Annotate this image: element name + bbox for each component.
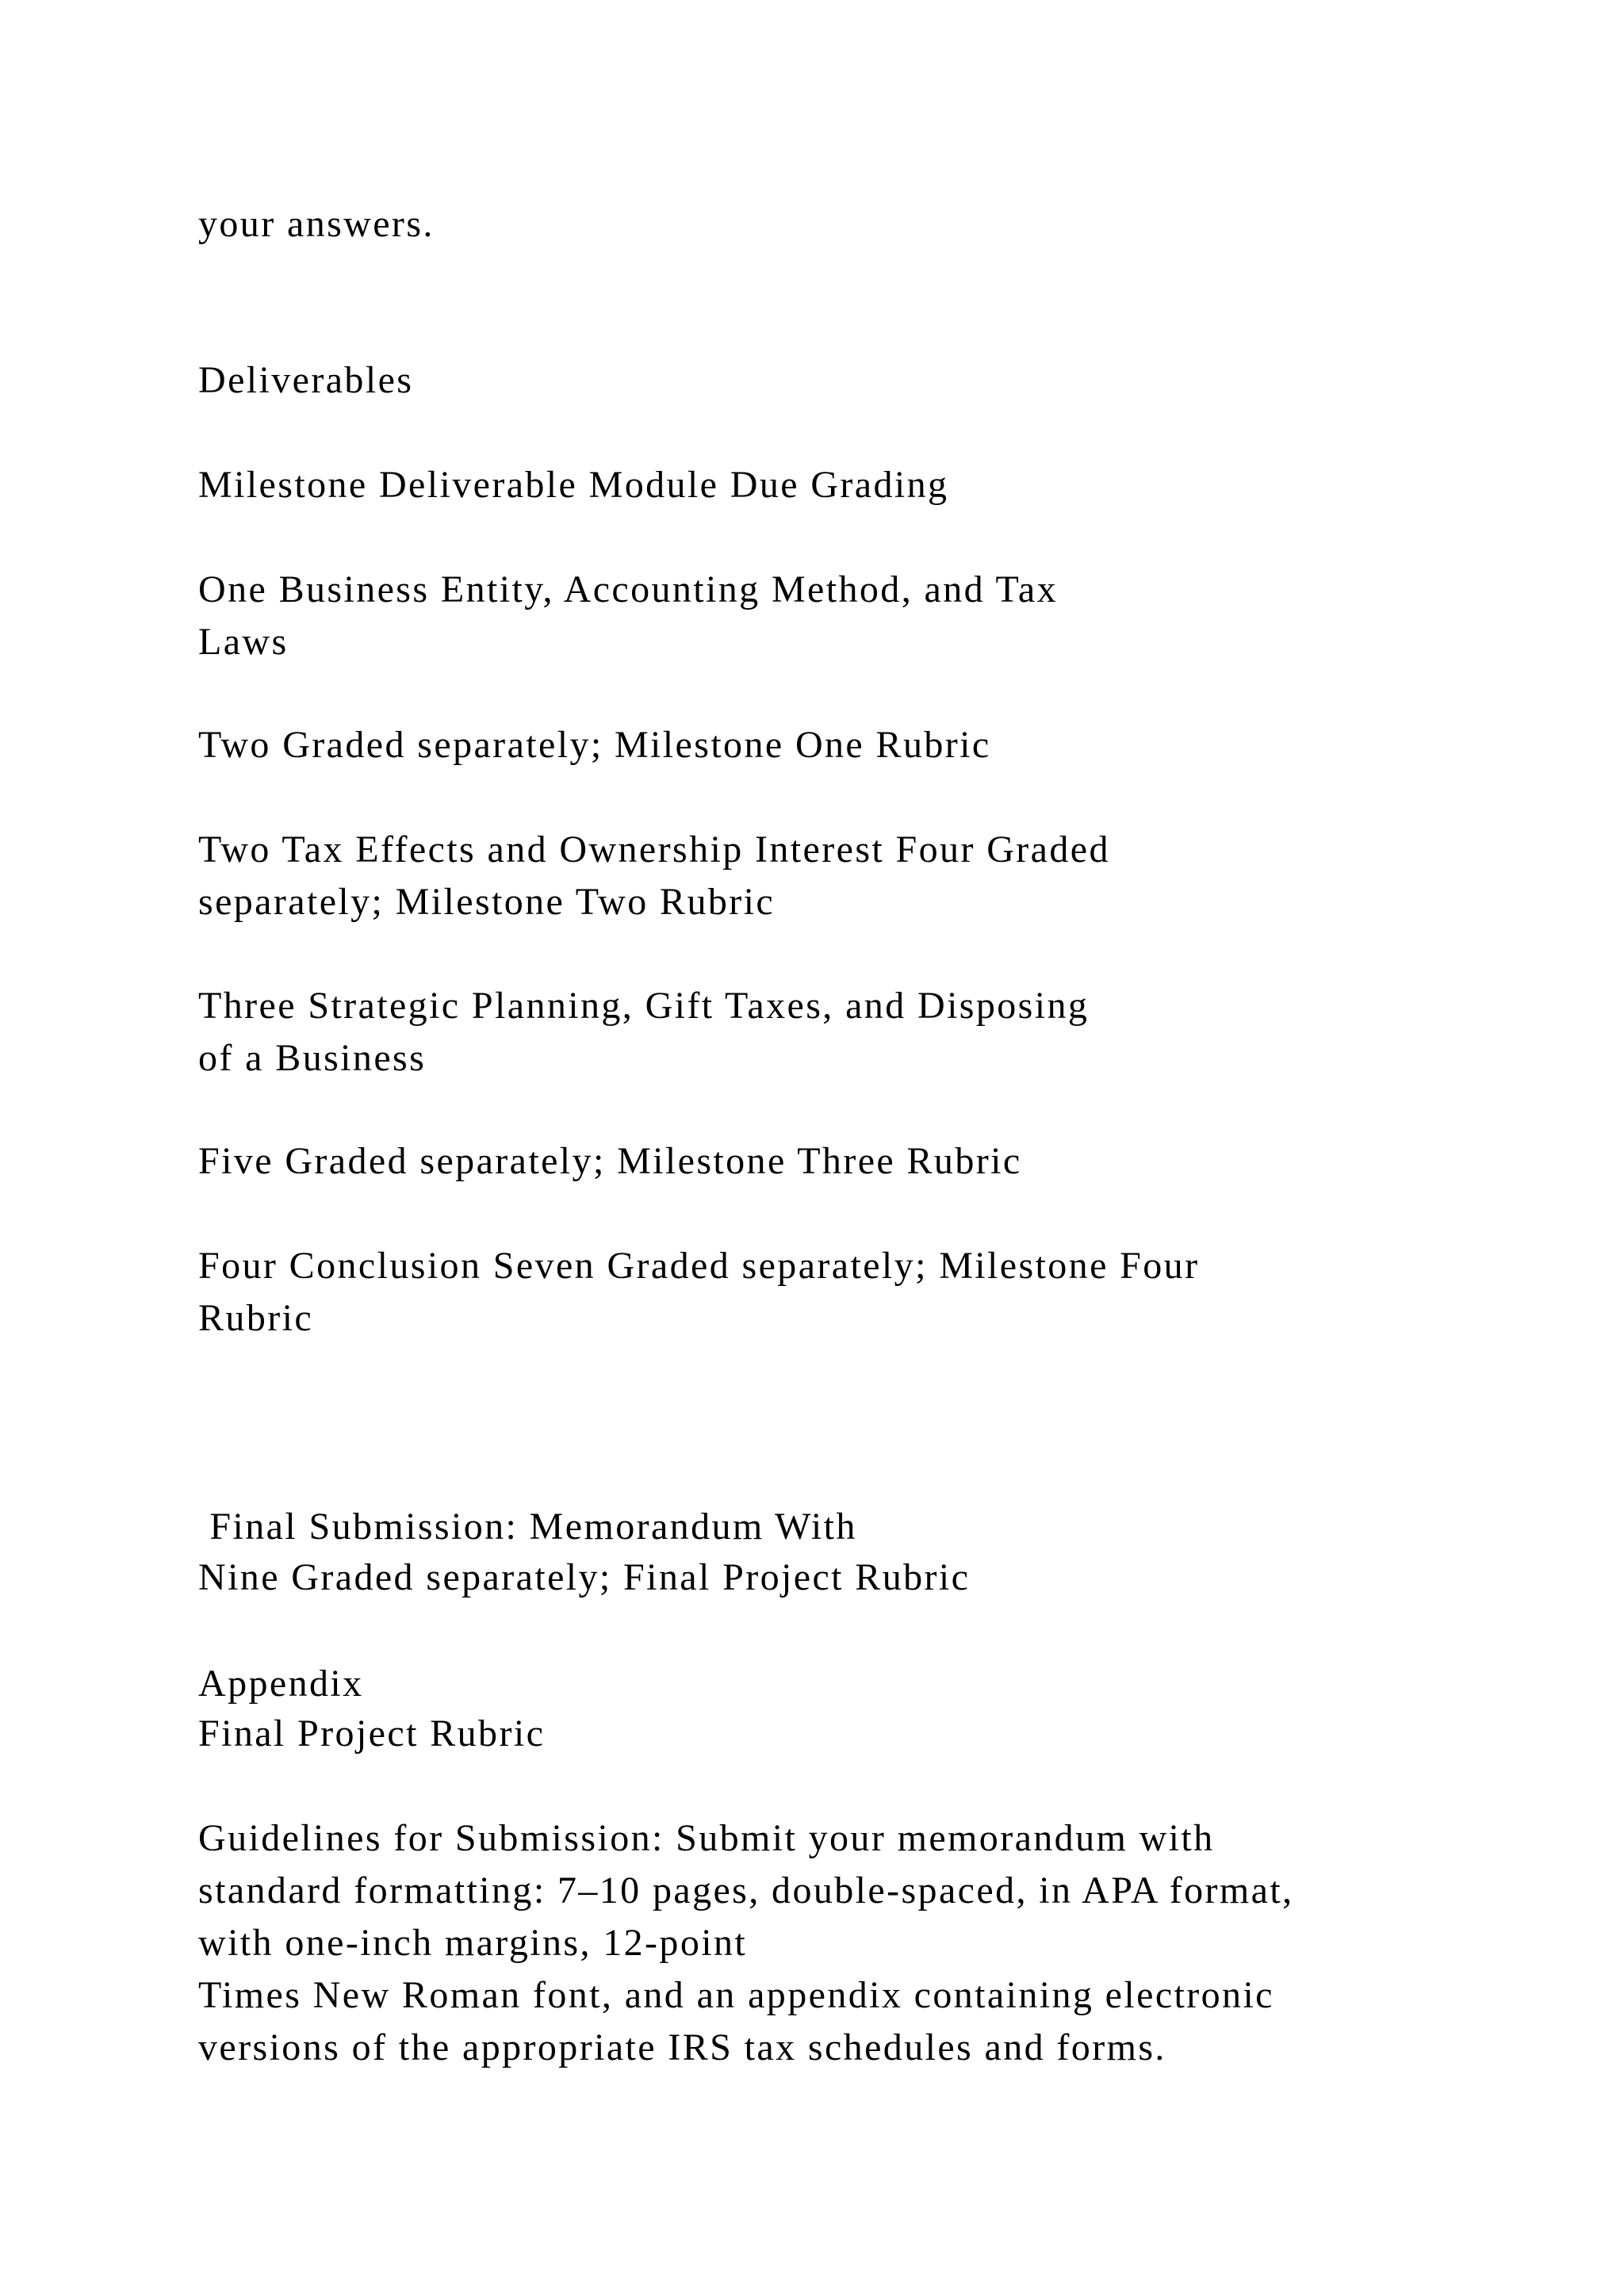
paragraph-your-answers <box>198 198 435 251</box>
table-header-row <box>198 459 948 511</box>
text-line: separately; Milestone Two Rubric <box>198 881 776 923</box>
text-line: Deliverables <box>198 359 414 401</box>
text-line: Guidelines for Submission: Submit your memorandum with <box>198 1817 1215 1859</box>
milestone-four-row <box>198 1240 1199 1345</box>
milestone-three-row <box>198 980 1089 1085</box>
text-line: Nine Graded separately; Final Project Rubric <box>198 1556 971 1598</box>
text-line: versions of the appropriate IRS tax schedules and forms. <box>198 2026 1166 2068</box>
text-line: One Business Entity, Accounting Method, and Tax <box>198 568 1059 610</box>
milestone-two-row <box>198 824 1110 928</box>
text-line: Five Graded separately; Milestone Three Rubric <box>198 1140 1022 1182</box>
final-submission-grading <box>198 1552 970 1604</box>
heading-deliverables <box>198 354 413 407</box>
text-line: Laws <box>198 621 289 663</box>
heading-final-project-rubric <box>198 1708 545 1760</box>
text-line: Two Tax Effects and Ownership Interest Four Graded <box>198 828 1110 871</box>
guidelines-paragraph <box>198 1812 1293 2074</box>
text-line: Final Submission: Memorandum With <box>198 1506 857 1548</box>
milestone-one-row <box>198 564 1058 668</box>
text-line: Rubric <box>198 1297 314 1339</box>
text-line: Three Strategic Planning, Gift Taxes, and Disposing <box>198 985 1090 1027</box>
text-line: your answers. <box>198 203 435 245</box>
text-line: Appendix <box>198 1663 364 1705</box>
text-line: standard formatting: 7–10 pages, double-spaced, in APA format, <box>198 1869 1294 1911</box>
text-line: Times New Roman font, and an appendix containing electronic <box>198 1974 1274 2016</box>
text-line: Milestone Deliverable Module Due Grading <box>198 464 949 506</box>
text-line: of a Business <box>198 1037 427 1079</box>
milestone-one-grading <box>198 719 991 771</box>
milestone-three-grading <box>198 1135 1022 1188</box>
text-line: Four Conclusion Seven Graded separately; Milestone Four <box>198 1245 1200 1287</box>
text-line: Final Project Rubric <box>198 1712 546 1755</box>
text-line: Two Graded separately; Milestone One Rubric <box>198 724 991 766</box>
text-line: with one-inch margins, 12-point <box>198 1922 748 1964</box>
